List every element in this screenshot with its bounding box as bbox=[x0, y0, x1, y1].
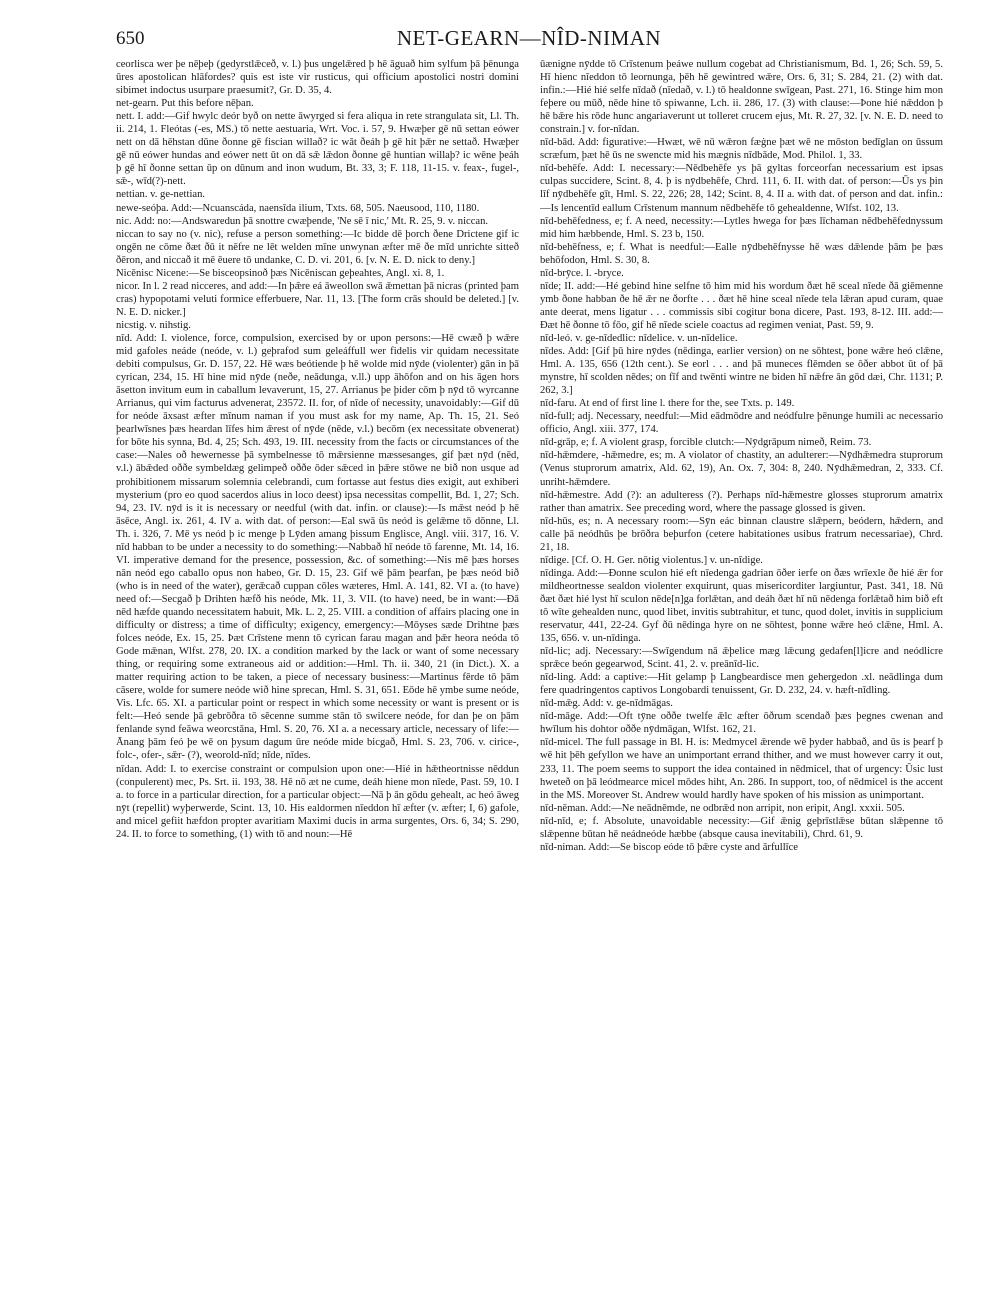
dictionary-entry: nīd-grāp, e; f. A violent grasp, forcible clutch:—Nȳdgrāpum nimeð, Reim. 73. bbox=[540, 437, 872, 449]
dictionary-entry: nīd-lic; adj. Necessary:—Swīgendum nā ǣþelice mæg lǣcung gedafen[l]icre and neódlicre sprǣce beón gegearwod, Scint. 41, 2. v. preānīd-lic. bbox=[540, 646, 943, 671]
dictionary-entry: nīd. Add: I. violence, force, compulsion, exercised by or upon persons:—Hē cwæð þ wǣre mid gafoles neáde (neóde, v. l.) geþrafod sum geleáffull wer fidelis vir quidam necessitate debiti compulsus, Gr. D. 157, 22. Hē wæs beótiende þ hē wolde mid nȳde (violenter) gān in þā cyrican, 234, 15. Hī hine mid nȳde (neðe, neādunga, v.ll.) upp āhōfon and on his āgen hors āsetton invitum eum in caballum levaverunt, 15, 27. Arrianus þe þider cōm þ nȳd tō wyrcanne Arrianus, qui vim facturus advenerat, 23572. II. for, of nīde of necessity, unavoidably:—Gif dū for neóde āxsast æfter mīnum naman if you must ask for my name, Ap. Th. 15, 21. Seó þearlwīsnes þæs heardan līfes him ǣrest of nȳde (nēde, v.l.) becōm (ex necessitate obvenerat) for bōte his synna, Bd. 4, 25; Sch. 493, 19. III. necessity from the facts or circumstances of the case:—Nales oð hewernesse þā symbelnesse tō mǣrsienne mæssesanges, gif þæt nȳd (nēd, v.l.) ābǣded oððe symbeldæg gelimpeð oððe ōder sǣced in þǣre stōwe ne bið non usque ad prohibitionem missarum solemnia celebrandi, cum fortasse aut festus dies exigit, aut exhiberi mysterium (pro eo quod sacerdos alius in loco deest) ipsa necessitas compellit, Bd. 1, 27; Sch. 94, 23. IV. nȳd is it is necessary or needful (with dat. infin. or clause):—Is mǣst neód þ hē āsēce, Angl. ix. 261, 4. IV a. with dat. of person:—Eal swā ūs neód is gelǣme tō dōnne, Ll. Th. i. 326, 7. Mē ys neód þ ic menge þ Lȳden amang þissum Englisce, Angl. viii. 317, 16. V. nīd habban to be under a necessity to do something:—Nabbað hī neóde tō farenne, Mt. 14, 16. VI. imperative demand for the presence, possession, &c. of something:—Nis mē þæs horses nān neód ego caballo opus non habeo, Gr. D. 15, 23. Gif wē þām þearfan, þe þæs neód bið (who is in need of the water), gerǣcað cuppan cōles wæteres, Hml. A. 141, 82. VI a. (to have) need of:—Secgað þ Drihten hæfð his neóde, Mk. 11, 3. VII. (to have) need, be in want:—Ðā nēd hæfde quando necessitatem habuit, Mk. L. 2, 25. VIII. a condition of affairs placing one in difficulty or distress; a time of difficulty; exigency, emergency:—Mōyses sæde Drihtne þæs folces neóde, Ex. 15, 25. Þæt Crīstene menn tō cyrican farau magan and þǣr heora neóda tō Gode mǣnan, Wlfst. 278, 20. IX. a condition marked by the lack or want of some necessary thing, or requiring some extraneous aid or addition:—Hml. Th. ii. 340, 21 (in Dict.). X. a matter requiring action to be taken, a piece of necessary business:—Martinus fērde tō þām cāsere, wolde for sumere neóde wið hine sprecan, Hml. S. 31, 651. Eōde hē ymbe sume neóde, Vis. Lfc. 65. XI. a particular point or respect in which some necessity or want is present or is felt:—Heó sende þā gebrōðra tō sēcenne summe stān tō swilcere neóde, for dan þe on þām fenlande synd feāwa weorcstāna, Hml. S. 20, 76. XI a. a necessary article, necessary of life:—Ānang þām feó þe wē on þysum dagum ūre neóde mide bicgað, Hml. S. 23, 706. v. cirice-, folc-, ofer-, sǣr- (?), weorold-nīd; nīde, nīdes. bbox=[116, 332, 519, 762]
dictionary-entry: nīd-hǣmestre. Add (?): an adulteress (?). Perhaps nīd-hǣmestre glosses stuprorum amatrix rather than amatrix. See preceding word, where the passage glossed is given. bbox=[540, 489, 943, 514]
dictionary-entry: nīd-bād. Add: figurative:—Hwæt, wē nū wǣron fæġne þæt wē ne mōston bedīglan on ūssum scræfum, þæt hē ūs ne swencte mid his mægnis nīdbāde, Mod. Philol. 1, 33. bbox=[540, 137, 943, 162]
right-column bbox=[540, 58, 943, 1278]
dictionary-entry: nettian. v. ge-nettian. bbox=[116, 189, 206, 201]
dictionary-entry: Nicēnisc Nicene:—Se bisceopsinoð þæs Nicēniscan geþeahtes, Angl. xi. 8, 1. bbox=[116, 267, 445, 279]
dictionary-entry: nīd-hūs, es; n. A necessary room:—Sȳn eác binnan claustre slǣpern, beódern, hǣdern, and calle þā neódhūs þe brōðra beþurfon (cetere habitationes usibus fratrum necessariae), Chrd. 21, 18. bbox=[540, 515, 943, 553]
page-number: 650 bbox=[116, 28, 145, 49]
dictionary-entry: nīd-nīd, e; f. Absolute, unavoidable necessity:—Gif ǣnig geþrīstlǣse būtan slǣpenne tō slǣpenne būtan hē neádneóde hæbbe (absque causa inevitabili), Chrd. 61, 9. bbox=[540, 815, 943, 840]
page-header bbox=[116, 24, 942, 54]
dictionary-entry: nīd-full; adj. Necessary, needful:—Mid eādmōdre and neódfulre þēnunge humili ac necessario officio, Angl. xiii. 377, 174. bbox=[540, 411, 943, 436]
dictionary-entry: nīd-hǣmdere, -hǣmedre, es; m. A violator of chastity, an adulterer:—Nȳdhǣmedra stuprorum (Venus stuprorum amatrix, Ald. 62, 19), An. Ox. 7, 304: 8, 240. Nȳdhǣmedran, 2, 333. Cf. unriht-hǣmdere. bbox=[540, 450, 943, 488]
dictionary-entry: nic. Add: no:—Andswaredun þā snottre cwæþende, 'Ne sē ī nic,' Mt. R. 25, 9. v. niccan. bbox=[116, 215, 489, 227]
dictionary-entry: nīd-micel. The full passage in Bl. H. is: Medmycel ǣrende wē þyder habbað, and ūs is þearf þ wē hit þēh gefyllon we have an unimportant errand thither, and we must however carry it out, 233, 11. The poem seems to support the idea contained in nēdmicel, that of urgency: Ūsic lust hweteð on þā leódmearce micel mōdes hiht, An. 286. In support, too, of nēdmicel is the accent in the MS. Moreover St. Andrew would hardly have spoken of his mission as unimportant. bbox=[540, 737, 943, 801]
dictionary-entry: nīd-niman. Add:—Se biscop eóde tō þǣre cyste and ārfullīce bbox=[540, 841, 799, 853]
dictionary-entry: nīd-behēfedness, e; f. A need, necessity:—Lytles hwega for þæs līchaman nēdbehēfednyssum mid him hæbbende, Hml. S. 23 b, 150. bbox=[540, 215, 943, 240]
dictionary-entry: ceorlisca wer þe nēþeþ (gedyrstlǣceð, v. l.) þus ungelǣred þ hē āguað him sylfum þā þēnunga ūres apostolican hlāfordes? quis est iste vir rusticus, qui officium apostolici nostri domini sibimet indoctus usurpare praesumit?, Gr. D. 35, 4. bbox=[116, 59, 519, 97]
dictionary-entry: nīd-brȳce. l. -bryce. bbox=[540, 267, 624, 279]
dictionary-entry: nīd-faru. At end of first line l. there for the, see Txts. p. 149. bbox=[540, 398, 795, 410]
dictionary-entry: nīde; II. add:—Hé gebind hine selfne tō him mid his wordum ðæt hē sceal nīede ðā giēmenne ymb ðone habban ðe hē ǣr ne ðorfte . . . ðæt hē hine sceal nīede tela lǣran apud curam, quae ante deerat, mens ligatur . . . commissis sibi cogitur bona dicere, Past. 193, 8-12. III. add:—Ðæt hē ðonne tō fōo, gif hē nīede sciele coactus ad regimen veniat, Past. 59, 9. bbox=[540, 280, 943, 331]
dictionary-entry: nicstig. v. nihstig. bbox=[116, 319, 191, 331]
running-head: NET-GEARN—NÎD-NIMAN bbox=[396, 26, 662, 50]
dictionary-entry: ūænigne nȳdde tō Crīstenum þeáwe nullum cogebat ad Christianismum, Bd. 1, 26; Sch. 59, 5. Hī hienc nīeddon tō leornunga, þēh hē gewintred wǣre, Ors. 6, 31; S. 284, 21. (2) with dat. infin.:—Hié hié selfe nīdað (nīedað, v. l.) tō healdonne swīgean, Past. 271, 16. Stinge him mon feþere ou mūð, nēde hine tō spiwanne, Lch. ii. 286, 17. (3) with clause:—Þone hié nǣddon þ hē bǣre his rōde hunc angariaverunt ut tolleret crucem ejus, Mt. R. 27, 32. [v. N. E. D. need to constrain.] v. for-nīdan. bbox=[540, 59, 943, 136]
dictionary-entry: nīdan. Add: I. to exercise constraint or compulsion upon one:—Hié in hǣtheortnisse nēddun (conpulerent) mec, Ps. Srt. ii. 193, 38. Hē nō æt ne cume, deáh hiene mon nīede, Past. 59, 10. I a. to force in a particular direction, for a particular object:—Nā þ ān gōdu gehealt, ac heó āweg nȳt (repellit) wyþerwerde, Scint. 13, 10. His ealdormen nīeddon hī æfter (v. æfter; I, 6) gafole, and micel gefiit hæfdon propter avaritiam Maximi ducis in arma surgentes, Ors. 6, 34; S. 290, 24. II. to force to something, (1) with tō and noun:—Hē bbox=[116, 763, 519, 840]
dictionary-entry: nicor. In l. 2 read nicceres, and add:—In þǣre eá āweollon swā ǣmettan þā nicras (printed þam cras) hypopotami veluti formice efferbuere, Nar. 11, 13. [The form crās should be deleted.] [v. N. E. D. nicker.] bbox=[116, 280, 519, 318]
dictionary-entry: net-gearn. Put this before nēþan. bbox=[116, 98, 254, 110]
dictionary-entry: niccan to say no (v. nic), refuse a person something:—Ic bidde dē þorch ðene Drictene gif ic ongēn ne cōme ðæt ðū it nēfre ne lēt welden mīne unwynan æfter mē ðe mīd unrichte sitteð ðēron, and niccað it mē ēuere tō undanke, C. D. vi. 201, 6. [v. N. E. D. nick to deny.] bbox=[116, 228, 519, 266]
dictionary-entry: nīd-behēfness, e; f. What is needful:—Ealle nȳdbehēfnysse hē wæs dǣlende þām þe þæs behōfodon, Hml. S. 30, 8. bbox=[540, 241, 943, 266]
dictionary-entry: nīd-behēfe. Add: I. necessary:—Nēdbehēfe ys þā gyltas forceorfan necessarium est ipsas culpas succidere, Scint. 8, 4. þ is nȳdbehēfe, Chrd. 111, 6. II. with dat. of person:—Ūs ys þin līf nȳdbehēfe gīt, Hml. S. 22, 226; 28, 142; Scint. 8, 4. II a. with dat. of person and dat. infin.:—Is lencentīd eallum Crīstenum mannum nēdbehēfe tō gehealdenne, Wlfst. 102, 13. bbox=[540, 163, 943, 214]
dictionary-entry: nīd-māge. Add:—Oft tȳne oððe twelfe ǣlc æfter ōðrum scendað þæs þegnes cwenan and hwīlum his dohtor oððe nȳdmāgan, Wlfst. 162, 21. bbox=[540, 711, 943, 736]
dictionary-entry: nīdinga. Add:—Ðonne sculon hié eft nīedenga gadrian ōðer ierfe on ðæs wrīexle ðe hié ǣr for mildheortnesse sealdon violenter exquirunt, quas misericorditer largiuntur, Past. 341, 18. Nū ðæt ðæt hié lyst hī sculon nēde[n]ga forlǣtan, and deáh ðæt hī nū nēdenga forlǣtað him bið eft tō wīte gehealden nunc, quod libet, invitis subtrahitur, et tunc, quod dolet, invitis in supplicium reservatur, 441, 22-24. Gyf ðū nēdinga hyre on ne sōhtest, þonne wǣre heó clǣne, Hml. A. 135, 656. v. un-nīdinga. bbox=[540, 567, 943, 645]
left-column bbox=[116, 58, 519, 1278]
dictionary-entry: nīdige. [Cf. O. H. Ger. nōtig violentus.] v. un-nīdige. bbox=[540, 554, 763, 566]
dictionary-entry: nīd-mǣg. Add: v. ge-nīdmāgas. bbox=[540, 698, 673, 710]
dictionary-entry: nīdes. Add: [Gif þū hire nȳdes (nēdinga, earlier version) on ne sōhtest, þone wǣre heó clǣne, Hml. A. 135, 656 (12th cent.). Se eorl . . . and þā muneces flēmden se ōðer abbot ūt of þā mynstre, hī scolden nēdes; on fīf and twēnti wintre ne biden hī nǣfre ān gōd dæi, Chr. 1131; P. 262, 3.] bbox=[540, 346, 943, 397]
dictionary-entry: nīd-nēman. Add:—Ne neādnēmde, ne odbrǣd non arripit, non eripit, Angl. xxxii. 505. bbox=[540, 802, 905, 814]
dictionary-entry: nīd-leó. v. ge-nīdedlic: nīdelice. v. un-nīdelice. bbox=[540, 332, 738, 344]
dictionary-entry: nīd-ling. Add: a captive:—Hit gelamp þ Langbeardisce men gehergedon .xl. neādlinga dum fere quadringentos captivos Longobardi tenuissent, Gr. D. 232, 24. v. hæft-nīdling. bbox=[540, 672, 943, 697]
dictionary-entry: newe-seóþa. Add:—Ncuanscáda, naensīda ilium, Txts. 68, 505. Naeusood, 110, 1180. bbox=[116, 202, 480, 214]
dictionary-entry: nett. I. add:—Gif hwylc deór byð on nette āwyrged si fera aliqua in rete strangulata sit, Ll. Th. ii. 214, 1. Fleótas (-es, MS.) tō nette aestuaria, Wrt. Voc. i. 57, 9. Hwæþer gē nū settan eówer nett on dā hēhstan dūne ðonne gē fiscian willað? ic wāt ðeáh þ gē hit þǣr ne settað. Hwæþer gē nū eówer hundas and eówer nett ūt on dā sǣ lǣdon ðonne gē huntian willaþ? ic wēne þeáh þ gē hī ðonne settan ūp on dūnum and inon wudum, Bt. 33, 3; F. 118, 11-15. v. feax-, fugel-, sǣ-, wīd(?)-nett. bbox=[116, 111, 519, 188]
